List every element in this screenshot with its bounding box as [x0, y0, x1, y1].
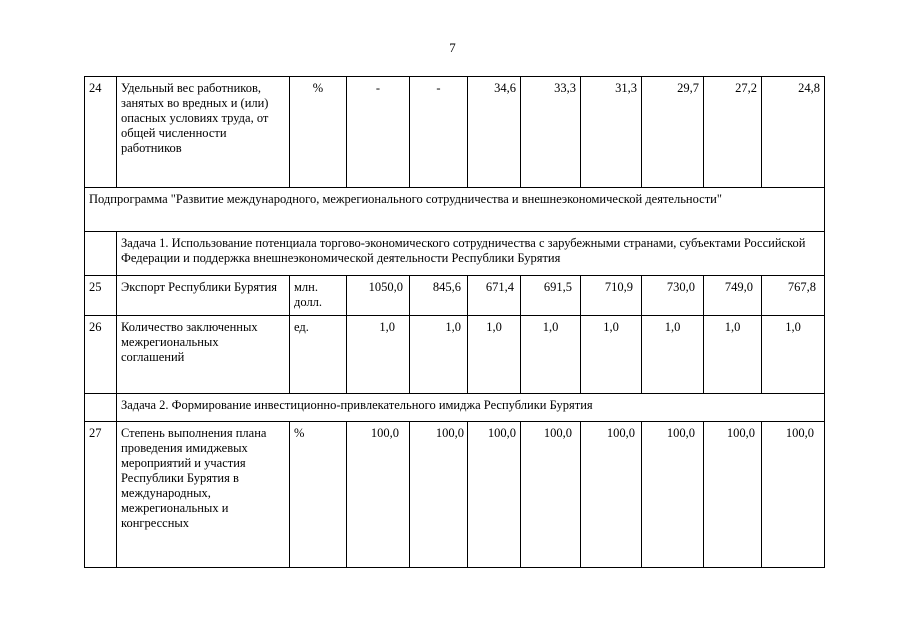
value-cell: 1,0	[642, 316, 704, 394]
indicator-name: Удельный вес работников, занятых во вредных и (или) опасных условиях труда, от общей численности работников	[117, 77, 290, 188]
row-number: 27	[85, 422, 117, 568]
value-cell: 749,0	[704, 276, 762, 316]
row-number: 26	[85, 316, 117, 394]
value-cell: 100,0	[704, 422, 762, 568]
value-cell: -	[347, 77, 410, 188]
indicators-table	[84, 76, 825, 568]
value-cell: 691,5	[521, 276, 581, 316]
task-row-1	[85, 232, 825, 276]
value-cell: 730,0	[642, 276, 704, 316]
value-cell: 1,0	[410, 316, 468, 394]
table-row-27	[85, 422, 825, 568]
value-cell: 710,9	[581, 276, 642, 316]
value-cell: 1,0	[468, 316, 521, 394]
table-row-26	[85, 316, 825, 394]
row-number: 25	[85, 276, 117, 316]
value-cell: 100,0	[581, 422, 642, 568]
indicator-name: Экспорт Республики Бурятия	[117, 276, 290, 316]
empty-cell	[85, 232, 117, 276]
unit: %	[290, 77, 347, 188]
page-number: 7	[449, 40, 456, 55]
value-cell: 1,0	[521, 316, 581, 394]
value-cell: 671,4	[468, 276, 521, 316]
value-cell: 33,3	[521, 77, 581, 188]
value-cell: 29,7	[642, 77, 704, 188]
task-title: Задача 1. Использование потенциала торгово-экономического сотрудничества с зарубежными странами, субъектами Российской Федерации и поддержка внешнеэкономической деятельности Республики Бурятия	[117, 232, 825, 276]
value-cell: 1,0	[581, 316, 642, 394]
value-cell: 34,6	[468, 77, 521, 188]
value-cell: 1,0	[762, 316, 825, 394]
value-cell: 845,6	[410, 276, 468, 316]
value-cell: 100,0	[347, 422, 410, 568]
value-cell: 24,8	[762, 77, 825, 188]
value-cell: 100,0	[762, 422, 825, 568]
subprogram-row	[85, 188, 825, 232]
table-row-24	[85, 77, 825, 188]
indicator-name: Степень выполнения плана проведения имиджевых мероприятий и участия Республики Бурятия в международных, межрегиональных и конгрессных	[117, 422, 290, 568]
table-row-25	[85, 276, 825, 316]
row-number: 24	[85, 77, 117, 188]
unit: ед.	[290, 316, 347, 394]
indicator-name: Количество заключенных межрегиональных соглашений	[117, 316, 290, 394]
value-cell: 1,0	[347, 316, 410, 394]
value-cell: 767,8	[762, 276, 825, 316]
unit: млн. долл.	[290, 276, 347, 316]
value-cell: 27,2	[704, 77, 762, 188]
empty-cell	[85, 394, 117, 422]
value-cell: 31,3	[581, 77, 642, 188]
value-cell: 100,0	[642, 422, 704, 568]
value-cell: 100,0	[521, 422, 581, 568]
value-cell: 100,0	[410, 422, 468, 568]
subprogram-title: Подпрограмма "Развитие международного, межрегионального сотрудничества и внешнеэкономической деятельности"	[85, 188, 825, 232]
value-cell: 100,0	[468, 422, 521, 568]
task-row-2	[85, 394, 825, 422]
value-cell: 1050,0	[347, 276, 410, 316]
task-title: Задача 2. Формирование инвестиционно-привлекательного имиджа Республики Бурятия	[117, 394, 825, 422]
value-cell: 1,0	[704, 316, 762, 394]
value-cell: -	[410, 77, 468, 188]
unit: %	[290, 422, 347, 568]
